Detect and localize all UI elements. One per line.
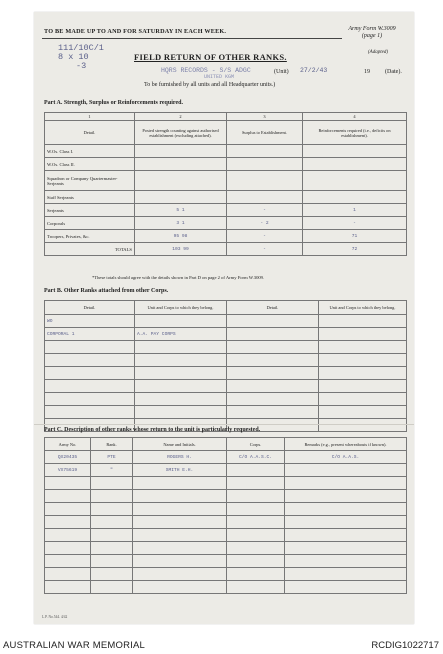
- cell: [45, 568, 91, 581]
- cell: [135, 341, 227, 354]
- cell: [303, 158, 407, 171]
- table-row: [45, 367, 407, 380]
- cell: [285, 581, 407, 594]
- cell: [133, 581, 227, 594]
- table-row: [45, 354, 407, 367]
- cell: [227, 568, 285, 581]
- cell: [91, 581, 133, 594]
- table-row: [45, 145, 407, 158]
- cell: [133, 542, 227, 555]
- instruction-text: TO BE MADE UP TO AND FOR SATURDAY IN EACH WEEK.: [44, 28, 227, 35]
- unit-value: HQRS RECORDS - S/S ADGC: [161, 67, 251, 74]
- cell: QX20435: [45, 451, 91, 464]
- cell: ROGERS H.: [133, 451, 227, 464]
- part-a-col-numbers: [45, 113, 407, 121]
- ref-line1: 111/10C/1: [58, 43, 104, 53]
- table-row: [45, 158, 407, 171]
- cell: [45, 542, 91, 555]
- cell: [45, 490, 91, 503]
- cell: -: [303, 217, 407, 230]
- col-header: Posted strength counting against authorised establishment (excluding attached).: [135, 121, 227, 145]
- army-form-line1: Army Form W.3009: [348, 26, 396, 32]
- cell: [45, 393, 135, 406]
- cell: [227, 367, 319, 380]
- cell: CORPORAL 1: [45, 328, 135, 341]
- cell: [227, 581, 285, 594]
- cell: C/O A.A.S.: [285, 451, 407, 464]
- cell: [227, 171, 303, 191]
- cell: [45, 555, 91, 568]
- page-fold: [34, 424, 414, 425]
- date-value: 27/2/43: [300, 67, 328, 74]
- cell: [45, 380, 135, 393]
- col-header: Reinforcements required (i.e., deficits on establishment).: [303, 121, 407, 145]
- cell: [45, 341, 135, 354]
- cell: [227, 464, 285, 477]
- furnish-line: To be furnished by all units and all Headquarter units.): [144, 82, 276, 88]
- cell: [91, 529, 133, 542]
- cell: [135, 380, 227, 393]
- cell: [227, 328, 319, 341]
- cell: [285, 529, 407, 542]
- part-c-heading: Part C. Description of other ranks whose return to the unit is particularly requested.: [44, 427, 261, 433]
- cell: [303, 145, 407, 158]
- part-b-table: [44, 300, 407, 432]
- adapted-label: (Adapted): [368, 50, 388, 55]
- cell: [285, 464, 407, 477]
- cell: [135, 393, 227, 406]
- table-row: [45, 393, 407, 406]
- cell: [45, 516, 91, 529]
- part-c-table: [44, 437, 407, 594]
- col-header: Surplus to Establishment.: [227, 121, 303, 145]
- cell: [133, 503, 227, 516]
- cell: SMITH E.H.: [133, 464, 227, 477]
- cell: [135, 158, 227, 171]
- cell: [91, 568, 133, 581]
- part-a-heading: Part A. Strength, Surplus or Reinforcements required.: [44, 100, 183, 106]
- cell: [227, 542, 285, 555]
- army-form-label: [332, 26, 412, 40]
- col-header: Detail.: [227, 301, 319, 315]
- unit-stamp: UNITED KGM: [204, 74, 235, 80]
- cell: [135, 406, 227, 419]
- part-c-header-row: [45, 438, 407, 451]
- row-label: Squadron or Company Quartermaster-Serjeants: [45, 171, 135, 191]
- table-row: [45, 191, 407, 204]
- table-row: [45, 380, 407, 393]
- cell: [45, 503, 91, 516]
- year-label: 19: [364, 69, 370, 75]
- cell: 5 1: [135, 204, 227, 217]
- cell: 103 99: [135, 243, 227, 256]
- cell: [303, 191, 407, 204]
- cell: [91, 555, 133, 568]
- cell: 71: [303, 230, 407, 243]
- table-row: [45, 529, 407, 542]
- cell: [133, 555, 227, 568]
- unit-label: (Unit): [274, 69, 289, 75]
- cell: [45, 581, 91, 594]
- cell: [227, 380, 319, 393]
- cell: [91, 542, 133, 555]
- col-header: Rank.: [91, 438, 133, 451]
- cell: 1: [303, 204, 407, 217]
- cell: [227, 529, 285, 542]
- cell: 72: [303, 243, 407, 256]
- table-row: [45, 464, 407, 477]
- cell: [319, 328, 407, 341]
- col-header: Detail.: [45, 301, 135, 315]
- table-row: [45, 230, 407, 243]
- col-number: 3: [227, 113, 303, 121]
- cell: [227, 406, 319, 419]
- cell: [45, 529, 91, 542]
- cell: A.A. PAY CORPS: [135, 328, 227, 341]
- col-header: Name and Initials.: [133, 438, 227, 451]
- cell: [135, 171, 227, 191]
- cell: [91, 477, 133, 490]
- cell: [319, 380, 407, 393]
- cell: [133, 516, 227, 529]
- cell: [45, 477, 91, 490]
- col-header: Unit and Corps to which they belong.: [319, 301, 407, 315]
- cell: [227, 354, 319, 367]
- cell: [285, 477, 407, 490]
- cell: [133, 490, 227, 503]
- table-row: [45, 315, 407, 328]
- cell: C/O A.A.S.C.: [227, 451, 285, 464]
- row-label: Troopers, Privates, &c.: [45, 230, 135, 243]
- cell: [319, 406, 407, 419]
- table-row: [45, 217, 407, 230]
- table-row: [45, 581, 407, 594]
- part-b-header-row: [45, 301, 407, 315]
- col-number: 1: [45, 113, 135, 121]
- cell: [285, 516, 407, 529]
- watermark-right: RCDIG1022717: [371, 640, 439, 651]
- cell: -: [227, 204, 303, 217]
- cell: [133, 477, 227, 490]
- cell: [227, 503, 285, 516]
- totals-row: [45, 243, 407, 256]
- cell: -: [227, 230, 303, 243]
- divider: [42, 38, 342, 39]
- cell: [135, 191, 227, 204]
- cell: -: [227, 243, 303, 256]
- cell: VX75619: [45, 464, 91, 477]
- table-row: [45, 406, 407, 419]
- cell: [45, 367, 135, 380]
- form-sheet: [34, 12, 414, 624]
- table-row: [45, 477, 407, 490]
- cell: [133, 529, 227, 542]
- cell: [227, 145, 303, 158]
- cell: [135, 315, 227, 328]
- cell: [285, 568, 407, 581]
- row-label: Serjeants: [45, 204, 135, 217]
- cell: [227, 393, 319, 406]
- cell: WO: [45, 315, 135, 328]
- cell: [285, 490, 407, 503]
- col-header: Corps.: [227, 438, 285, 451]
- cell: PTE: [91, 451, 133, 464]
- cell: [91, 516, 133, 529]
- row-label: Corporals: [45, 217, 135, 230]
- cell: [285, 503, 407, 516]
- cell: [319, 315, 407, 328]
- cell: [135, 367, 227, 380]
- watermark-left: AUSTRALIAN WAR MEMORIAL: [3, 640, 146, 651]
- col-header: Army No.: [45, 438, 91, 451]
- ref-line2: 8 x 10: [58, 52, 89, 62]
- row-label: Staff Serjeants: [45, 191, 135, 204]
- cell: [227, 555, 285, 568]
- table-row: [45, 328, 407, 341]
- part-b-heading: Part B. Other Ranks attached from other Corps.: [44, 288, 169, 294]
- table-row: [45, 542, 407, 555]
- table-row: [45, 204, 407, 217]
- totals-note: *These totals should agree with the details shown in Part D on page 2 of Army Form W.3009.: [92, 275, 265, 280]
- table-row: [45, 490, 407, 503]
- page-title: FIELD RETURN OF OTHER RANKS.: [134, 52, 287, 62]
- col-header: Unit and Corps to which they belong.: [135, 301, 227, 315]
- reference-number: [58, 44, 104, 71]
- cell: [227, 158, 303, 171]
- cell: [303, 171, 407, 191]
- table-row: [45, 503, 407, 516]
- col-header: Remarks (e.g., present whereabouts if known).: [285, 438, 407, 451]
- part-a-header-row: [45, 121, 407, 145]
- cell: [135, 354, 227, 367]
- cell: [319, 354, 407, 367]
- cell: [227, 490, 285, 503]
- cell: 3 1: [135, 217, 227, 230]
- cell: [45, 354, 135, 367]
- table-row: [45, 568, 407, 581]
- row-label: W.Os. Class II.: [45, 158, 135, 171]
- cell: [91, 490, 133, 503]
- cell: [319, 367, 407, 380]
- table-row: [45, 341, 407, 354]
- table-row: [45, 171, 407, 191]
- col-number: 2: [135, 113, 227, 121]
- cell: [319, 393, 407, 406]
- cell: [285, 555, 407, 568]
- cell: [227, 315, 319, 328]
- cell: [285, 542, 407, 555]
- col-number: 4: [303, 113, 407, 121]
- cell: [319, 419, 407, 432]
- cell: [91, 503, 133, 516]
- cell: [227, 516, 285, 529]
- totals-label: TOTALS: [45, 243, 135, 256]
- cell: 95 98: [135, 230, 227, 243]
- ref-line3: -3: [76, 61, 87, 71]
- date-label: (Date).: [385, 69, 402, 75]
- army-form-line2: (page 1): [361, 33, 383, 39]
- cell: [227, 477, 285, 490]
- cell: [227, 191, 303, 204]
- cell: [135, 145, 227, 158]
- cell: [319, 341, 407, 354]
- cell: [45, 406, 135, 419]
- part-a-table: [44, 112, 407, 256]
- printer-code: L.P. No.544. 4/42: [42, 615, 68, 619]
- cell: ": [91, 464, 133, 477]
- col-header: Detail.: [45, 121, 135, 145]
- table-row: [45, 555, 407, 568]
- table-row: [45, 516, 407, 529]
- cell: [227, 341, 319, 354]
- cell: [133, 568, 227, 581]
- cell: - 2: [227, 217, 303, 230]
- row-label: W.Os. Class I.: [45, 145, 135, 158]
- table-row: [45, 451, 407, 464]
